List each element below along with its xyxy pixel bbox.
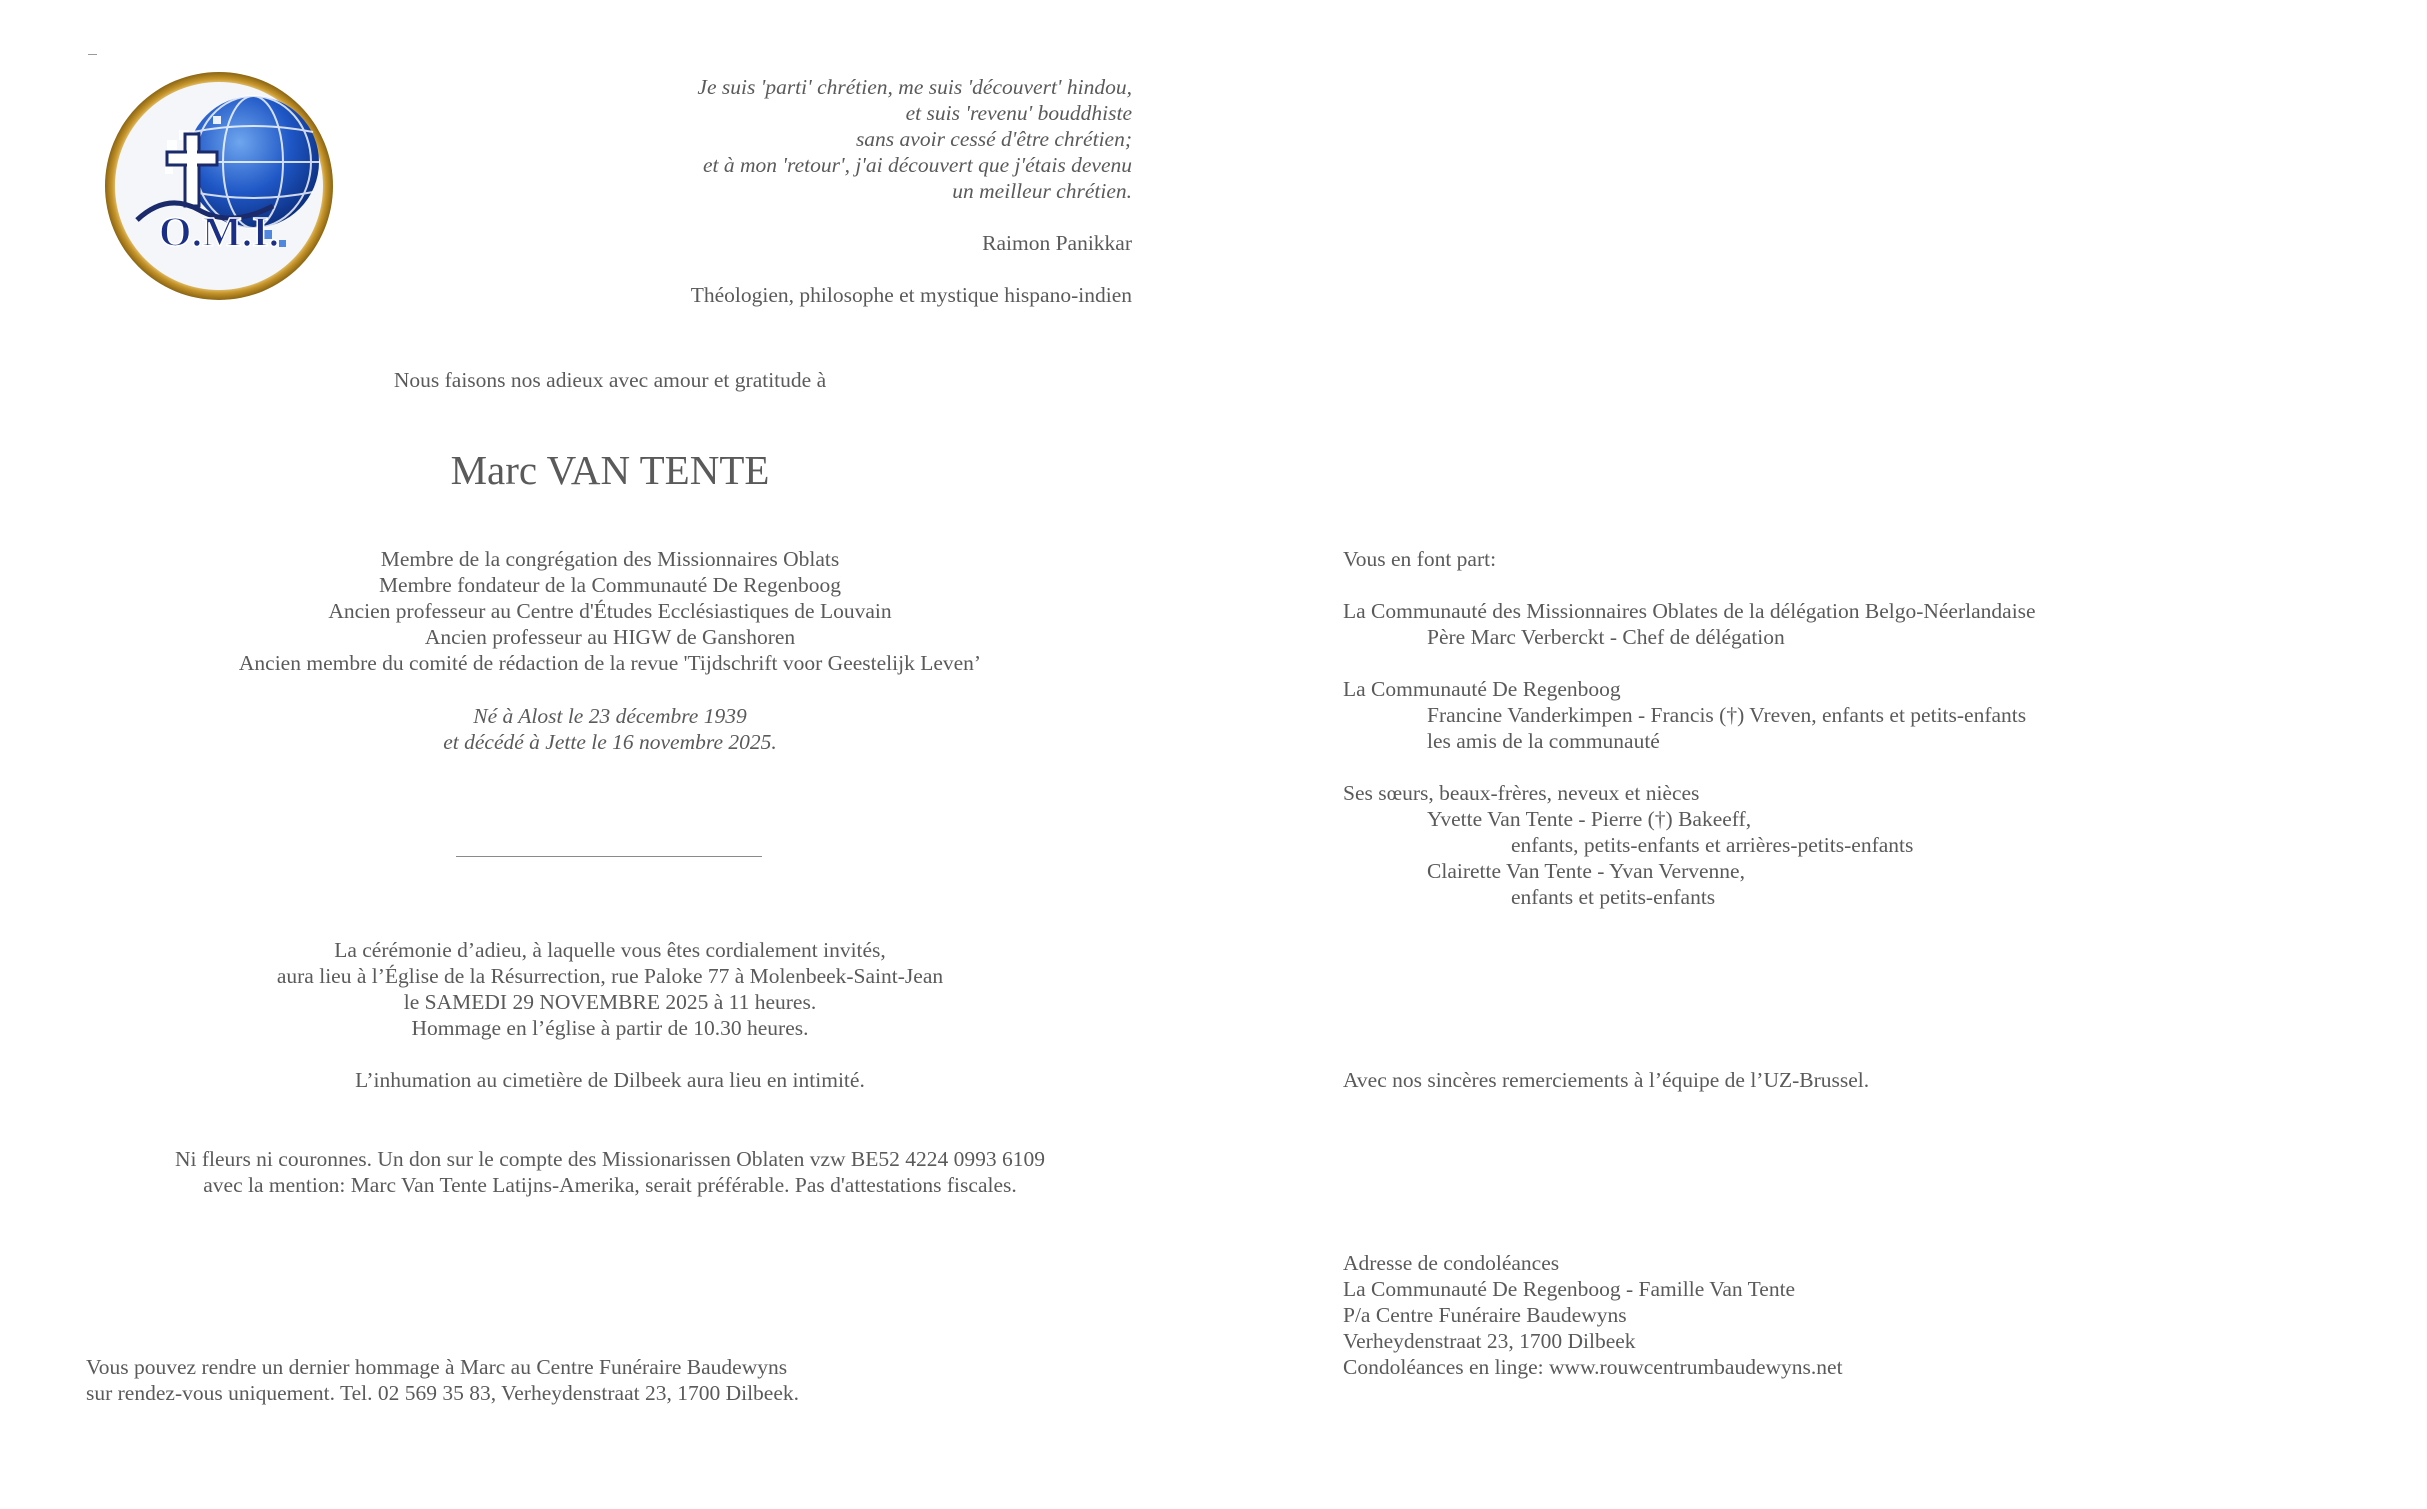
svg-text:O.M.I.: O.M.I. [158,210,280,256]
death-date: et décédé à Jette le 16 novembre 2025. [443,730,777,754]
omi-globe-cross-icon [103,70,335,302]
ceremony-line: aura lieu à l’Église de la Résurrection, rue Paloke 77 à Molenbeek-Saint-Jean [276,964,944,988]
donation-line: avec la mention: Marc Van Tente Latijns-Amerika, serait préférable. Pas d'attestations fiscales. [203,1173,1017,1197]
role-line: Ancien professeur au Centre d'Études Ecclésiastiques de Louvain [328,599,892,623]
group-member: Clairette Van Tente - Yvan Vervenne, [1427,859,1745,883]
deceased-name: Marc VAN TENTE [450,447,770,493]
roles-list [0,546,1220,676]
epigraph-quote [520,74,1132,308]
life-dates [0,703,1220,755]
tribute-info [86,1354,799,1406]
tribute-line: sur rendez-vous uniquement. Tel. 02 569 35 83, Verheydenstraat 23, 1700 Dilbeek. [86,1381,800,1405]
separator-line [456,856,762,857]
group-title: La Communauté De Regenboog [1343,677,1621,701]
intro-text: Nous faisons nos adieux avec amour et gratitude à [393,368,827,392]
group-title: Ses sœurs, beaux-frères, neveux et nièces [1343,781,1700,805]
thanks-text: Avec nos sincères remerciements à l’équipe de l’UZ-Brussel. [1343,1068,1870,1092]
role-line: Ancien professeur au HIGW de Ganshoren [424,625,796,649]
tribute-line: Vous pouvez rendre un dernier hommage à Marc au Centre Funéraire Baudewyns [86,1355,788,1379]
role-line: Ancien membre du comité de rédaction de la revue 'Tijdschrift voor Geestelijk Leven’ [238,651,982,675]
announcement-block [1343,546,2403,910]
ceremony-line: le SAMEDI 29 NOVEMBRE 2025 à 11 heures. [403,990,817,1014]
role-line: Membre de la congrégation des Missionnaires Oblats [380,547,840,571]
quote-author: Raimon Panikkar [982,231,1132,255]
donation-info [0,1146,1220,1198]
group-title: La Communauté des Missionnaires Oblates de la délégation Belgo-Néerlandaise [1343,599,2036,623]
group-member-family: enfants, petits-enfants et arrières-petits-enfants [1511,833,1914,857]
corner-mark [88,54,97,55]
role-line: Membre fondateur de la Communauté De Regenboog [378,573,842,597]
condolences-address [1343,1250,1843,1380]
group-member: Yvette Van Tente - Pierre (†) Bakeeff, [1427,807,1752,831]
group-member: Père Marc Verberckt - Chef de délégation [1427,625,1785,649]
group-member: Francine Vanderkimpen - Francis (†) Vreven, enfants et petits-enfants [1427,703,2027,727]
quote-line: et suis 'revenu' bouddhiste [905,101,1132,125]
condolences-line: P/a Centre Funéraire Baudewyns [1343,1303,1627,1327]
quote-line: un meilleur chrétien. [952,179,1132,203]
quote-line: Je suis 'parti' chrétien, me suis 'découvert' hindou, [697,75,1132,99]
omi-logo [103,70,335,302]
condolences-line: Verheydenstraat 23, 1700 Dilbeek [1343,1329,1636,1353]
quote-author-description: Théologien, philosophe et mystique hispano-indien [690,283,1132,307]
donation-line: Ni fleurs ni couronnes. Un don sur le compte des Missionarissen Oblaten vzw BE52 4224 0993 6109 [174,1147,1046,1171]
ceremony-line: La cérémonie d’adieu, à laquelle vous êtes cordialement invités, [334,938,886,962]
ceremony-info [0,937,1220,1041]
group-member: les amis de la communauté [1427,729,1660,753]
birth-date: Né à Alost le 23 décembre 1939 [473,704,747,728]
group-member-family: enfants et petits-enfants [1511,885,1716,909]
condolences-line: La Communauté De Regenboog - Famille Van Tente [1343,1277,1796,1301]
quote-line: et à mon 'retour', j'ai découvert que j'étais devenu [703,153,1132,177]
ceremony-line: Hommage en l’église à partir de 10.30 heures. [411,1016,809,1040]
condolences-link[interactable]: Condoléances en linge: www.rouwcentrumbaudewyns.net [1343,1355,1843,1379]
quote-line: sans avoir cessé d'être chrétien; [855,127,1132,151]
burial-info: L’inhumation au cimetière de Dilbeek aura lieu en intimité. [355,1068,865,1092]
announcement-heading: Vous en font part: [1343,547,1497,571]
condolences-line: Adresse de condoléances [1343,1251,1560,1275]
